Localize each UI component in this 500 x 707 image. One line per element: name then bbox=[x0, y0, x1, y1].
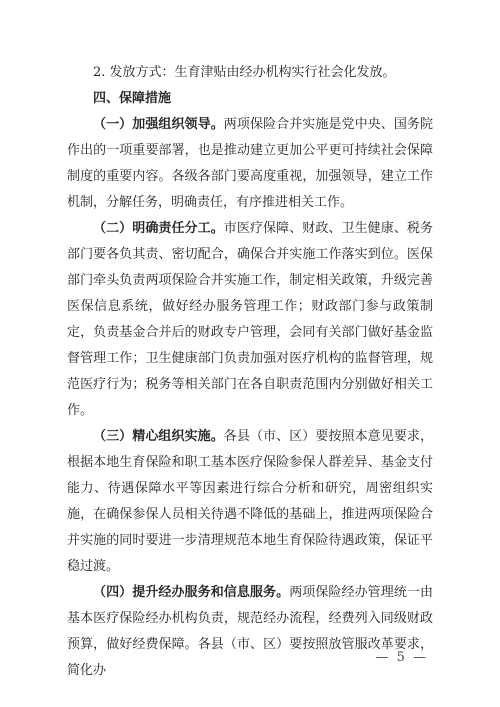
page-number: — 5 — bbox=[375, 650, 428, 665]
paragraph-organization-leadership bbox=[67, 112, 433, 216]
paragraph-text: 各县（市、区）要按照本意见要求，根据本地生育保险和职工基本医疗保险参保人群差异、基金支付能力、待遇保障水平等因素进行综合分析和研究，周密组织实施，在确保参保人员相关待遇不降低的基础上，推进两项保险合并实施的同时要进一步清理规范本地生育保险待遇政策，保证平稳过渡。 bbox=[67, 429, 433, 574]
section-heading-safeguards bbox=[67, 86, 433, 112]
paragraph-lead: （二）明确责任分工。 bbox=[93, 221, 224, 236]
document-body bbox=[67, 60, 433, 684]
paragraph-text: 两项保险合并实施是党中央、国务院作出的一项重要部署，也是推动建立更加公平更可持续社会保障制度的重要内容。各级各部门要高度重视，加强领导，建立工作机制，分解任务，明确责任，有序推进相关工作。 bbox=[67, 117, 433, 210]
paragraph-responsibility-division bbox=[67, 216, 433, 424]
paragraph-text: 两项保险经办管理统一由基本医疗保险经办机构负责，规范经办流程，经费列入同级财政预算，做好经费保障。各县（市、区）要按照放管服改革要求，简化办 bbox=[67, 585, 433, 678]
paragraph-distribution-method bbox=[67, 60, 433, 86]
section-heading: 四、保障措施 bbox=[93, 91, 172, 106]
paragraph-lead: （四）提升经办服务和信息服务。 bbox=[93, 585, 290, 600]
paragraph-text: 市医疗保障、财政、卫生健康、税务部门要各负其责、密切配合，确保合并实施工作落实到位。医保部门牵头负责两项保险合并实施工作，制定相关政策，升级完善医保信息系统，做好经办服务管理工作；财政部门参与政策制定，负责基金合并后的财政专户管理，会同有关部门做好基金监督管理工作；卫生健康部门负责加强对医疗机构的监督管理，规范医疗行为；税务等相关部门在各自职责范围内分别做好相关工作。 bbox=[67, 221, 433, 418]
paragraph-lead: （一）加强组织领导。 bbox=[93, 117, 224, 132]
paragraph-text: 2. 发放方式：生育津贴由经办机构实行社会化发放。 bbox=[93, 65, 396, 80]
paragraph-implementation bbox=[67, 424, 433, 580]
paragraph-service-improvement bbox=[67, 580, 433, 684]
paragraph-lead: （三）精心组织实施。 bbox=[93, 429, 224, 444]
